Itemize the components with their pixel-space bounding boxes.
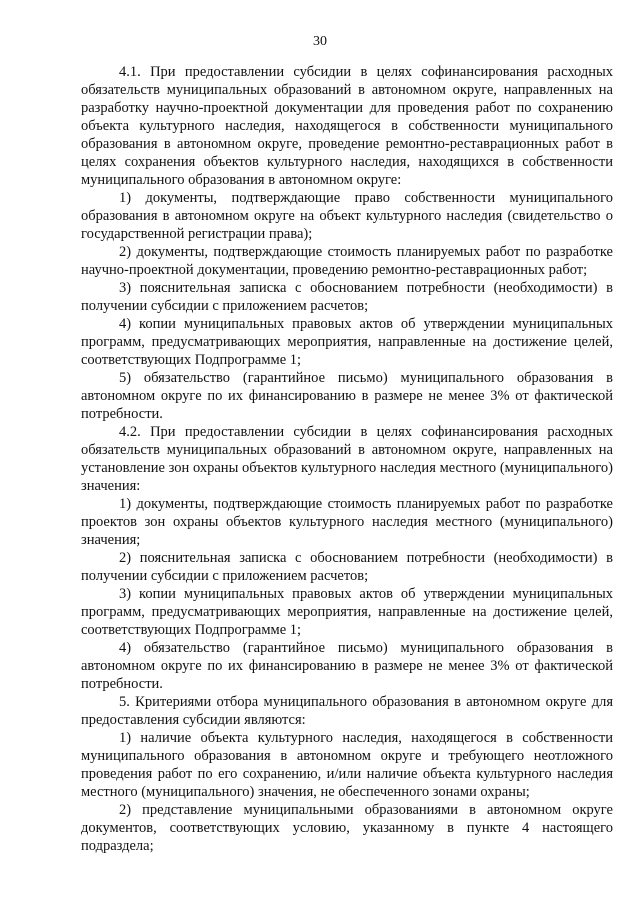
list-item-4-2-4: 4) обязательство (гарантийное письмо) муниципального образования в автономном округе по их финансированию в размере не менее 3% от фактической потребности. xyxy=(81,640,613,692)
page-number: 30 xyxy=(313,34,327,49)
list-item-5-1: 1) наличие объекта культурного наследия, находящегося в собственности муниципального образования в автономном округе и требующего неотложного проведения работ по его сохранению, и/или наличие объекта культурного наследия местного (муниципального) значения, не обеспеченного зонами охраны; xyxy=(81,730,613,800)
list-item-4-2-3: 3) копии муниципальных правовых актов об утверждении муниципальных программ, предусматривающих мероприятия, направленные на достижение целей, соответствующих Подпрограмме 1; xyxy=(81,586,613,638)
list-item-4-1-4: 4) копии муниципальных правовых актов об утверждении муниципальных программ, предусматривающих мероприятия, направленные на достижение целей, соответствующих Подпрограмме 1; xyxy=(81,316,613,368)
list-item-5-2: 2) представление муниципальными образованиями в автономном округе документов, соответствующих условию, указанному в пункте 4 настоящего подраздела; xyxy=(81,802,613,854)
document-body xyxy=(81,63,613,855)
list-item-4-1-1: 1) документы, подтверждающие право собственности муниципального образования в автономном округе на объект культурного наследия (свидетельство о государственной регистрации права); xyxy=(81,190,613,242)
paragraph-5: 5. Критериями отбора муниципального образования в автономном округе для предоставления субсидии являются: xyxy=(81,694,613,728)
list-item-4-1-3: 3) пояснительная записка с обоснованием потребности (необходимости) в получении субсидии с приложением расчетов; xyxy=(81,280,613,314)
list-item-4-1-2: 2) документы, подтверждающие стоимость планируемых работ по разработке научно-проектной документации, проведению ремонтно-реставрационных работ; xyxy=(81,244,613,278)
list-item-4-2-2: 2) пояснительная записка с обоснованием потребности (необходимости) в получении субсидии с приложением расчетов; xyxy=(81,550,613,584)
paragraph-4-2: 4.2. При предоставлении субсидии в целях софинансирования расходных обязательств муниципальных образований в автономном округе, направленных на установление зон охраны объектов культурного наследия местного (муниципального) значения: xyxy=(81,424,613,494)
paragraph-4-1: 4.1. При предоставлении субсидии в целях софинансирования расходных обязательств муниципальных образований в автономном округе, направленных на разработку научно-проектной документации для проведения работ по сохранению объекта культурного наследия, находящегося в собственности муниципального образования в автономном округе, проведение ремонтно-реставрационных работ в целях сохранения объектов культурного наследия, находящихся в собственности муниципального образования в автономном округе: xyxy=(81,64,613,188)
list-item-4-2-1: 1) документы, подтверждающие стоимость планируемых работ по разработке проектов зон охраны объектов культурного наследия местного (муниципального) значения; xyxy=(81,496,613,548)
list-item-4-1-5: 5) обязательство (гарантийное письмо) муниципального образования в автономном округе по их финансированию в размере не менее 3% от фактической потребности. xyxy=(81,370,613,422)
